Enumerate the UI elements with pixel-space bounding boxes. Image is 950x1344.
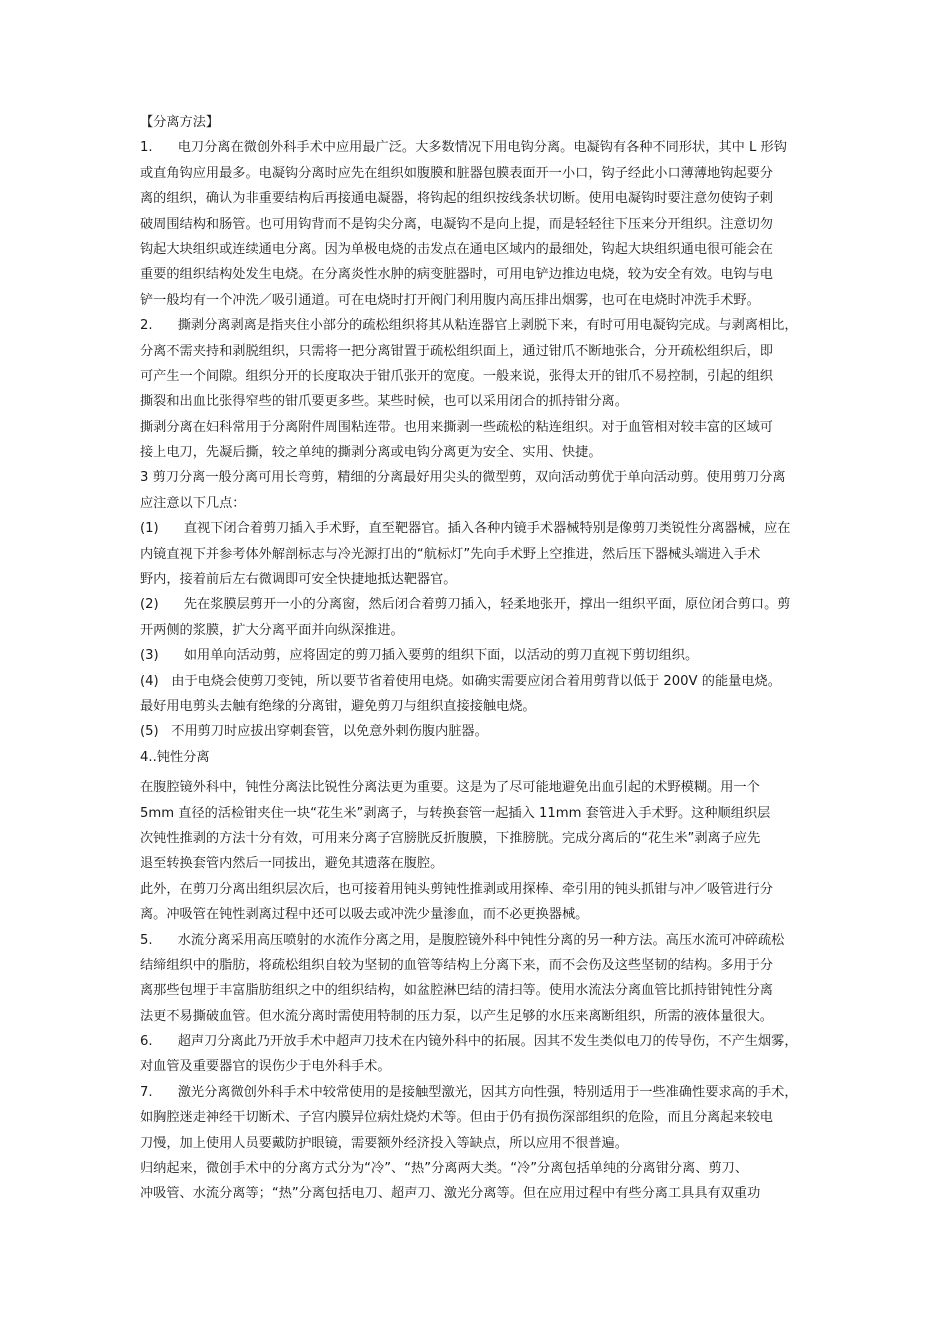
text-line: 离。冲吸管在钝性剥离过程中还可以吸去或冲洗少量渗血，而不必更换器械。 <box>140 907 589 923</box>
text-line: 归纳起来，微创手术中的分离方式分为“冷”、“热”分离两大类。“冷”分离包括单纯的分离钳分离、剪刀、 <box>140 1161 749 1177</box>
text-line: 冲吸管、水流分离等；“热”分离包括电刀、超声刀、激光分离等。但在应用过程中有些分离工具具有双重功 <box>140 1186 761 1202</box>
text-line: 在腹腔镜外科中，钝性分离法比锐性分离法更为重要。这是为了尽可能地避免出血引起的术野模糊。用一个 <box>140 780 760 796</box>
text-line: 野内，接着前后左右微调即可安全快捷地抵达靶器官。 <box>140 572 457 588</box>
text-line: 最好用电剪头去触有绝缘的分离钳，避免剪刀与组织直接接触电烧。 <box>140 698 536 714</box>
text-line: 刀慢，加上使用人员要戴防护眼镜，需要额外经济投入等缺点，所以应用不很普遍。 <box>140 1135 628 1151</box>
text-line: 此外，在剪刀分离出组织层次后，也可接着用钝头剪钝性推剥或用探棒、牵引用的钝头抓钳与冲／吸管进行分 <box>140 881 773 897</box>
text-line: 重要的组织结构处发生电烧。在分离炎性水肿的病变脏器时，可用电铲边推边电烧，较为安全有效。电钩与电 <box>140 267 773 283</box>
text-line: (3) 如用单向活动剪，应将固定的剪刀插入要剪的组织下面，以活动的剪刀直视下剪切组织。 <box>140 648 699 664</box>
text-line: 3 剪刀分离一般分离可用长弯剪，精细的分离最好用尖头的微型剪，双向活动剪优于单向活动剪。使用剪刀分离 <box>140 470 786 486</box>
text-line: 内镜直视下并参考体外解剖标志与冷光源打出的“航标灯”先向手术野上空推进，然后压下器械头端进入手术 <box>140 546 761 562</box>
text-line: 撕剥分离在妇科常用于分离附件周围粘连带。也用来撕剥一些疏松的粘连组织。对于血管相对较丰富的区域可 <box>140 419 773 435</box>
text-line: 离的组织，确认为非重要结构后再接通电凝器，将钩起的组织按线条状切断。使用电凝钩时要注意勿使钩子剌 <box>140 191 773 207</box>
text-line: 或直角钩应用最多。电凝钩分离时应先在组织如腹膜和脏器包膜表面开一小口，钩子经此小口薄薄地钩起要分 <box>140 165 773 181</box>
text-line: 4..钝性分离 <box>140 749 210 765</box>
text-line: 对血管及重要器官的误伤少于电外科手术。 <box>140 1059 391 1075</box>
text-line: 接上电刀，先凝后撕，较之单纯的撕剥分离或电钩分离更为安全、实用、快捷。 <box>140 445 602 461</box>
text-line: (4) 由于电烧会使剪刀变钝，所以要节省着使用电烧。如确实需要应闭合着用剪背以低于 200V 的能量电烧。 <box>140 673 781 689</box>
text-line: (1) 直视下闭合着剪刀插入手术野，直至靶器官。插入各种内镜手术器械特别是像剪刀类锐性分离器械，应在 <box>140 521 791 537</box>
text-line: 1. 电刀分离在微创外科手术中应用最广泛。大多数情况下用电钩分离。电凝钩有各种不同形状，其中 L 形钩 <box>140 140 787 156</box>
text-line: 撕裂和出血比张得窄些的钳爪要更多些。某些时候，也可以采用闭合的抓持钳分离。 <box>140 394 628 410</box>
text-line: (5) 不用剪刀时应拔出穿刺套管，以免意外剌伤腹内脏器。 <box>140 724 488 740</box>
text-line: 法更不易撕破血管。但水流分离时需使用特制的压力泵，以产生足够的水压来离断组织，所需的液体量很大。 <box>140 1008 773 1024</box>
text-line: (2) 先在浆膜层剪开一小的分离窗，然后闭合着剪刀插入，轻柔地张开，撑出一组织平面，原位闭合剪口。剪 <box>140 597 791 613</box>
text-line: 【分离方法】 <box>140 115 220 130</box>
text-line: 退至转换套管内然后一同拔出，避免其遗落在腹腔。 <box>140 856 444 872</box>
text-line: 如胸腔迷走神经干切断术、子宫内膜异位病灶烧灼术等。但由于仍有损伤深部组织的危险，而且分离起来较电 <box>140 1110 773 1126</box>
text-line: 7. 激光分离微创外科手术中较常使用的是接触型激光，因其方向性强，特别适用于一些准确性要求高的手术， <box>140 1084 798 1100</box>
text-line: 破周围结构和肠管。也可用钩背而不是钩尖分离，电凝钩不是向上提，而是轻轻往下压来分开组织。注意切勿 <box>140 216 773 232</box>
text-line: 结缔组织中的脂肪，将疏松组织自较为坚韧的血管等结构上分离下来，而不会伤及这些坚韧的结构。多用于分 <box>140 957 773 973</box>
text-line: 次钝性推剥的方法十分有效，可用来分离子宫膀胱反折腹膜，下推膀胱。完成分离后的“花生米”剥离子应先 <box>140 830 761 846</box>
text-line: 应注意以下几点： <box>140 495 246 511</box>
text-line: 2. 撕剥分离剥离是指夹住小部分的疏松组织将其从粘连器官上剥脱下来，有时可用电凝钩完成。与剥离相比， <box>140 318 798 334</box>
text-line: 分离不需夹持和剥脱组织，只需将一把分离钳置于疏松组织面上，通过钳爪不断地张合，分开疏松组织后，即 <box>140 343 773 359</box>
text-line: 钩起大块组织或连续通电分离。因为单极电烧的击发点在通电区域内的最细处，钩起大块组织通电很可能会在 <box>140 241 773 257</box>
text-line: 6. 超声刀分离此乃开放手术中超声刀技术在内镜外科中的拓展。因其不发生类似电刀的传导伤，不产生烟雾， <box>140 1034 798 1050</box>
text-line: 铲一般均有一个冲洗／吸引通道。可在电烧时打开阀门利用腹内高压排出烟雾，也可在电烧时冲洗手术野。 <box>140 292 760 308</box>
text-line: 5mm 直径的活检钳夹住一块“花生米”剥离子，与转换套管一起插入 11mm 套管进入手术野。这种顺组织层 <box>140 805 771 821</box>
document-body <box>140 110 830 1207</box>
text-line: 开两侧的浆膜，扩大分离平面并向纵深推进。 <box>140 622 404 638</box>
text-line: 5. 水流分离采用高压喷射的水流作分离之用，是腹腔镜外科中钝性分离的另一种方法。高压水流可冲碎疏松 <box>140 932 785 948</box>
text-line: 可产生一个间隙。组织分开的长度取决于钳爪张开的宽度。一般来说，张得太开的钳爪不易控制，引起的组织 <box>140 368 773 384</box>
text-line: 离那些包埋于丰富脂肪组织之中的组织结构，如盆腔淋巴结的清扫等。使用水流法分离血管比抓持钳钝性分离 <box>140 983 773 999</box>
